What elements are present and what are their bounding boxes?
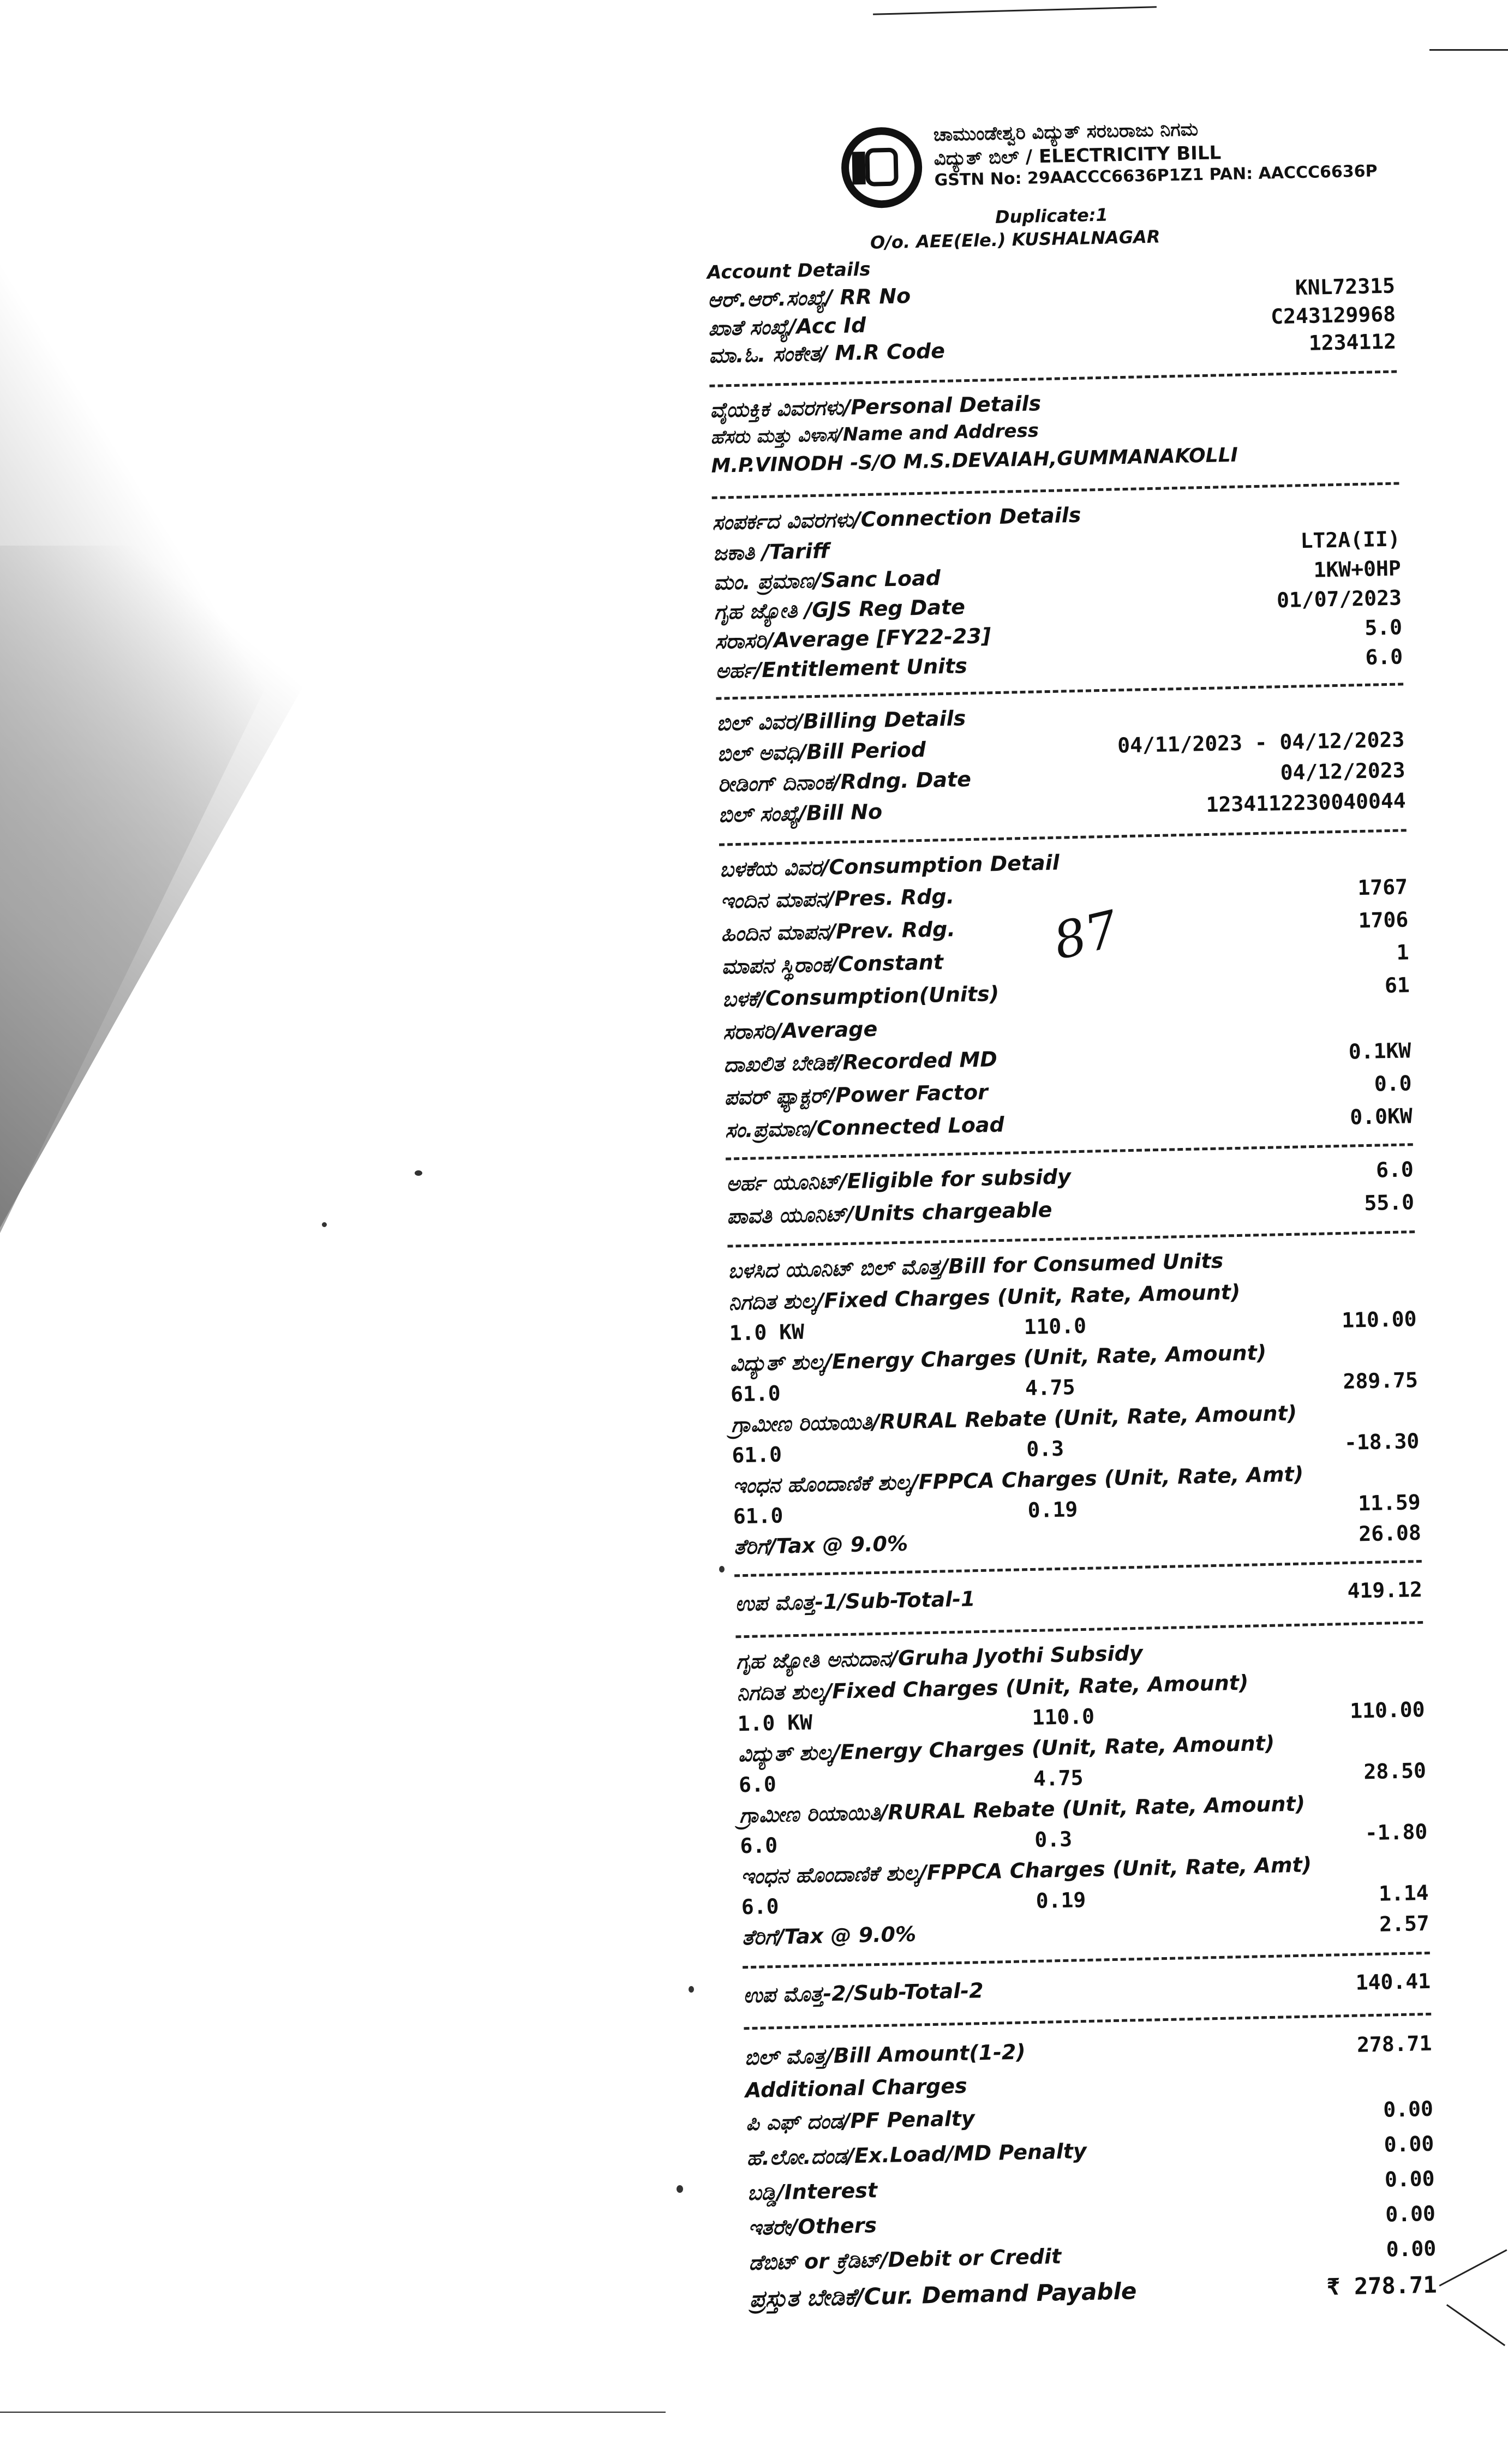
duplicate-label: Duplicate:1 <box>995 204 1109 228</box>
separator <box>709 370 1397 387</box>
constant-row: ಮಾಪನ ಸ್ಥಿರಾಂಕ/Constant 1 <box>721 940 1409 979</box>
scan-speck <box>719 1566 725 1572</box>
scan-edge <box>873 6 1157 15</box>
recorded-md-row: ದಾಖಲಿತ ಬೇಡಿಕೆ/Recorded MD 0.1KW <box>723 1038 1411 1077</box>
energy-charges-label: ವಿದ್ಯುತ್ ಶುಲ್ಕ/Energy Charges (Unit, Rate, Amount) <box>729 1340 1267 1376</box>
units-chargeable-row: ಪಾವತಿ ಯೂನಿಟ್/Units chargeable 55.0 <box>726 1190 1415 1229</box>
gstin-line: GSTN No: 29AACCC6636P1Z1 PAN: AACCC6636P <box>934 162 1378 190</box>
average-consumption-row: ಸರಾಸರಿ/Average <box>722 1016 878 1044</box>
scan-edge <box>1429 49 1508 51</box>
entitlement-row: ಅರ್ಹ/Entitlement Units 6.0 <box>715 644 1403 683</box>
company-name: ಚಾಮುಂಡೇಶ್ವರಿ ವಿದ್ಯುತ್ ಸರಬರಾಜು ನಿಗಮ <box>933 118 1199 146</box>
gj-fixed-charges-label: ನಿಗದಿತ ಶುಲ್ಕ/Fixed Charges (Unit, Rate, Amount) <box>737 1670 1249 1706</box>
rural-rebate-values: 61.0 0.3 -18.30 <box>732 1429 1420 1468</box>
separator <box>744 2013 1431 2030</box>
gj-rural-rebate-label: ಗ್ರಾಮೀಣ ರಿಯಾಯಿತಿ/RURAL Rebate (Unit, Rate, Amount) <box>739 1791 1306 1828</box>
scan-shadow-dark <box>0 546 382 1255</box>
connected-load-row: ಸಂ.ಪ್ರಮಾಣ/Connected Load 0.0KW <box>725 1104 1413 1143</box>
consumption-section-title: ಬಳಕೆಯ ವಿವರ/Consumption Detail <box>719 850 1060 882</box>
scan-edge <box>1446 2304 1505 2346</box>
gj-tax-row: ತೆರಿಗೆ/Tax @ 9.0% 2.57 <box>741 1911 1430 1950</box>
rr-number-row: ಆರ್.ಆರ್.ಸಂಖ್ಯೆ/ RR No KNL72315 <box>707 273 1396 312</box>
account-section-title: Account Details <box>707 258 871 284</box>
gj-fppca-charges-values: 6.0 0.19 1.14 <box>741 1880 1429 1919</box>
pf-penalty-row: ಪಿ ಎಫ್ ದಂಡ/PF Penalty 0.00 <box>745 2096 1434 2136</box>
average-row: ಸರಾಸರಿ/Average [FY22-23] 5.0 <box>714 615 1403 654</box>
additional-charges-title: Additional Charges <box>745 2073 968 2103</box>
consumer-name-row: M.P.VINODH -S/O M.S.DEVAIAH,GUMMANAKOLLI <box>711 444 1238 477</box>
others-row: ಇತರೇ/Others 0.00 <box>747 2201 1436 2240</box>
scan-edge <box>0 2412 666 2413</box>
separator <box>712 482 1399 499</box>
gruha-jyothi-section-title: ಗೃಹ ಜ್ಯೋತಿ ಅನುದಾನ/Gruha Jyothi Subsidy <box>735 1641 1143 1674</box>
gj-fppca-charges-label: ಇಂಧನ ಹೊಂದಾಣಿಕೆ ಶುಲ್ಕ/FPPCA Charges (Unit, Rate, Amt) <box>740 1852 1312 1889</box>
consumed-section-title: ಬಳಸಿದ ಯೂನಿಟ್ ಬಿಲ್ ಮೊತ್ತ/Bill for Consumed Units <box>727 1248 1224 1283</box>
separator <box>719 829 1407 846</box>
eligible-subsidy-row: ಅರ್ಹ ಯೂನಿಟ್/Eligible for subsidy 6.0 <box>726 1157 1414 1196</box>
scan-speck <box>415 1170 422 1176</box>
debit-credit-row: ಡೆಬಿಟ್ or ಕ್ರೆಡಿಟ್/Debit or Credit 0.00 <box>749 2236 1437 2275</box>
fppca-charges-values: 61.0 0.19 11.59 <box>733 1490 1421 1529</box>
bill-number-row: ಬಿಲ್ ಸಂಖ್ಯೆ/Bill No 1234112230040044 <box>718 788 1407 827</box>
bill-period-row: ಬಿಲ್ ಅವಧಿ/Bill Period 04/11/2023 - 04/12/2023 <box>717 727 1405 766</box>
scan-speck <box>689 1986 694 1993</box>
account-id-row: ಖಾತೆ ಸಂಖ್ಯೆ/Acc Id C243129968 <box>708 302 1396 340</box>
fixed-charges-values: 1.0 KW 110.0 110.00 <box>729 1307 1417 1345</box>
handwritten-note: 87 <box>1048 899 1124 971</box>
electricity-bill-receipt <box>704 100 1440 2463</box>
connection-section-title: ಸಂಪರ್ಕದ ವಿವರಗಳು/Connection Details <box>712 503 1081 535</box>
fppca-charges-label: ಇಂಧನ ಹೊಂದಾಣಿಕೆ ಶುಲ್ಕ/FPPCA Charges (Unit, Rate, Amt) <box>732 1462 1304 1498</box>
tax-row: ತೆರಿಗೆ/Tax @ 9.0% 26.08 <box>733 1521 1422 1559</box>
gj-rural-rebate-values: 6.0 0.3 -1.80 <box>740 1819 1428 1858</box>
separator <box>735 1621 1423 1638</box>
separator <box>727 1230 1415 1247</box>
scan-edge <box>1439 2249 1507 2286</box>
subtotal-1-row: ಉಪ ಮೊತ್ತ-1/Sub-Total-1 419.12 <box>734 1577 1423 1616</box>
energy-charges-values: 61.0 4.75 289.75 <box>730 1368 1419 1407</box>
bill-amount-row: ಬಿಲ್ ಮೊತ್ತ/Bill Amount(1-2) 278.71 <box>744 2031 1432 2070</box>
sanctioned-load-row: ಮಂ. ಪ್ರಮಾಣ/Sanc Load 1KW+0HP <box>713 556 1402 595</box>
reading-date-row: ರೀಡಿಂಗ್ ದಿನಾಂಕ/Rdng. Date 04/12/2023 <box>717 758 1405 797</box>
mr-code-row: ಮಾ.ಓ. ಸಂಕೇತ/ M.R Code 1234112 <box>708 329 1397 368</box>
previous-reading-row: ಹಿಂದಿನ ಮಾಪನ/Prev. Rdg. 1706 <box>720 907 1409 946</box>
current-demand-payable-row: ಪ್ರಸ್ತುತ ಬೇಡಿಕೆ/Cur. Demand Payable ₹ 278.71 <box>749 2271 1438 2313</box>
gj-fixed-charges-values: 1.0 KW 110.0 110.00 <box>737 1697 1425 1736</box>
tariff-row: ಜಕಾತಿ /Tariff LT2A(II) <box>713 527 1401 565</box>
bill-title: ವಿದ್ಯುತ್ ಬಿಲ್ / ELECTRICITY BILL <box>933 142 1222 170</box>
present-reading-row: ಇಂದಿನ ಮಾಪನ/Pres. Rdg. 1767 <box>720 875 1408 913</box>
scan-speck <box>322 1222 327 1227</box>
consumption-units-row: ಬಳಕೆ/Consumption(Units) 61 <box>722 973 1410 1012</box>
power-factor-row: ಪವರ್ ಫ್ಯಾಕ್ಟರ್/Power Factor 0.0 <box>724 1071 1412 1110</box>
cesc-logo <box>841 127 923 209</box>
rural-rebate-label: ಗ್ರಾಮೀಣ ರಿಯಾಯಿತಿ/RURAL Rebate (Unit, Rate, Amount) <box>731 1401 1297 1437</box>
gjs-reg-date-row: ಗೃಹ ಜ್ಯೋತಿ /GJS Reg Date 01/07/2023 <box>714 585 1402 624</box>
gj-energy-charges-label: ವಿದ್ಯುತ್ ಶುಲ್ಕ/Energy Charges (Unit, Rate, Amount) <box>738 1731 1275 1767</box>
name-label-row: ಹೆಸರು ಮತ್ತು ವಿಳಾಸ/Name and Address <box>710 420 1039 448</box>
separator <box>743 1952 1430 1969</box>
subtotal-2-row: ಉಪ ಮೊತ್ತ-2/Sub-Total-2 140.41 <box>743 1969 1431 2008</box>
billing-section-title: ಬಿಲ್ ವಿವರ/Billing Details <box>716 706 966 735</box>
exload-penalty-row: ಹೆ.ಲೋ.ದಂಡ/Ex.Load/MD Penalty 0.00 <box>746 2131 1434 2170</box>
office-label: O/o. AEE(Ele.) KUSHALNAGAR <box>870 226 1160 253</box>
fixed-charges-label: ನಿಗದಿತ ಶುಲ್ಕ/Fixed Charges (Unit, Rate, Amount) <box>728 1279 1241 1315</box>
personal-section-title: ವೈಯಕ್ತಿಕ ವಿವರಗಳು/Personal Details <box>709 391 1042 422</box>
interest-row: ಬಡ್ಡಿ/Interest 0.00 <box>747 2166 1435 2205</box>
scan-speck <box>677 2185 683 2193</box>
gj-energy-charges-values: 6.0 4.75 28.50 <box>738 1758 1427 1797</box>
